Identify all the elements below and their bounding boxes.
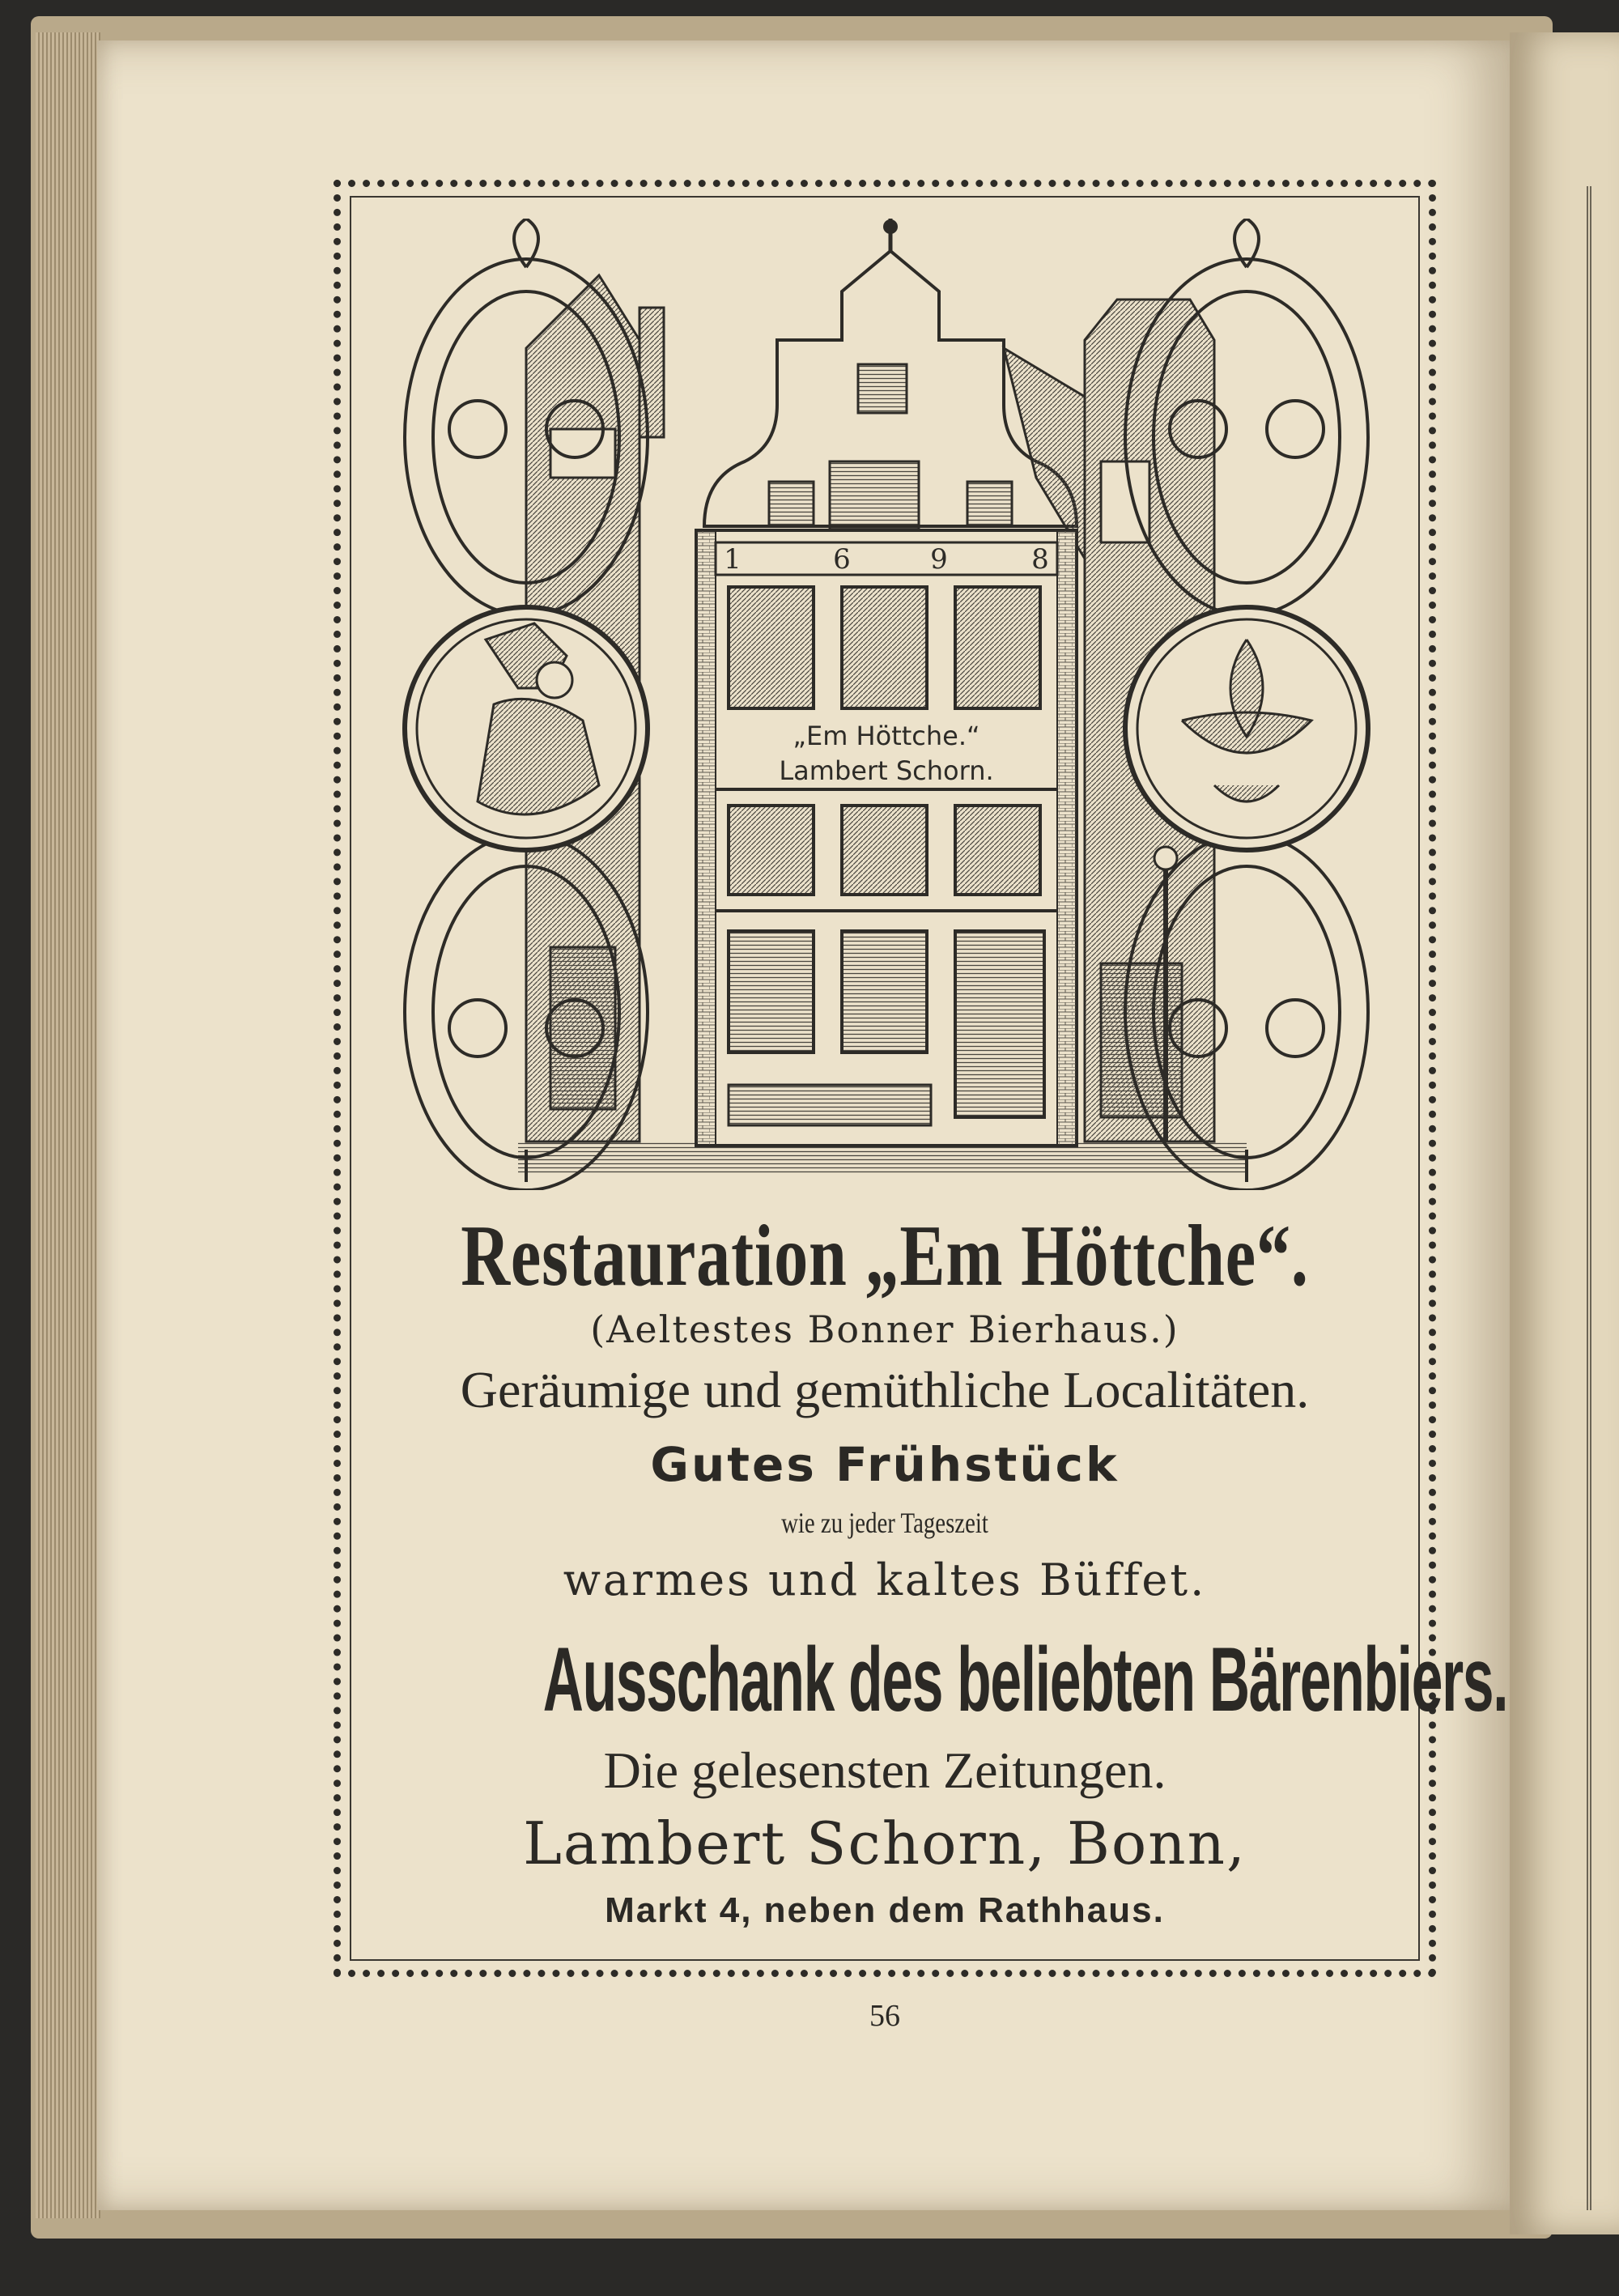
owner-line: Lambert Schorn, Bonn, [523,1809,1247,1877]
beer-line: Ausschank des beliebten Bärenbiers. [542,1629,1508,1730]
breakfast-line: Gutes Frühstück [650,1437,1120,1492]
main-house [696,219,1085,1146]
newspapers-line: Die gelesensten Zeitungen. [603,1741,1166,1799]
restaurant-subtitle: (Aeltestes Bonner Bierhaus.) [590,1307,1179,1351]
house-sign-name: „Em Höttche.“ [793,721,980,751]
year-digit-3: 9 [930,543,948,576]
rooms-line: Geräumige und gemüthliche Localitäten. [460,1361,1310,1418]
year-digit-4: 8 [1031,543,1049,576]
floral-medallion [1125,607,1368,850]
year-digit-1: 1 [724,543,742,576]
anytime-line: wie zu jeder Tageszeit [781,1507,988,1539]
house-engraving [372,219,1400,1190]
buffet-line: warmes und kaltes Büffet. [563,1554,1207,1605]
house-sign-owner: Lambert Schorn. [779,755,994,786]
restaurant-title: Restauration „Em Höttche“. [461,1208,1309,1304]
knight-medallion [405,607,648,850]
page-number: 56 [869,1999,900,2033]
address-line: Markt 4, neben dem Rathhaus. [605,1890,1165,1930]
facing-page-border-ornament [1587,186,1619,2210]
year-digit-2: 6 [833,543,851,576]
page-edges [36,32,100,2218]
